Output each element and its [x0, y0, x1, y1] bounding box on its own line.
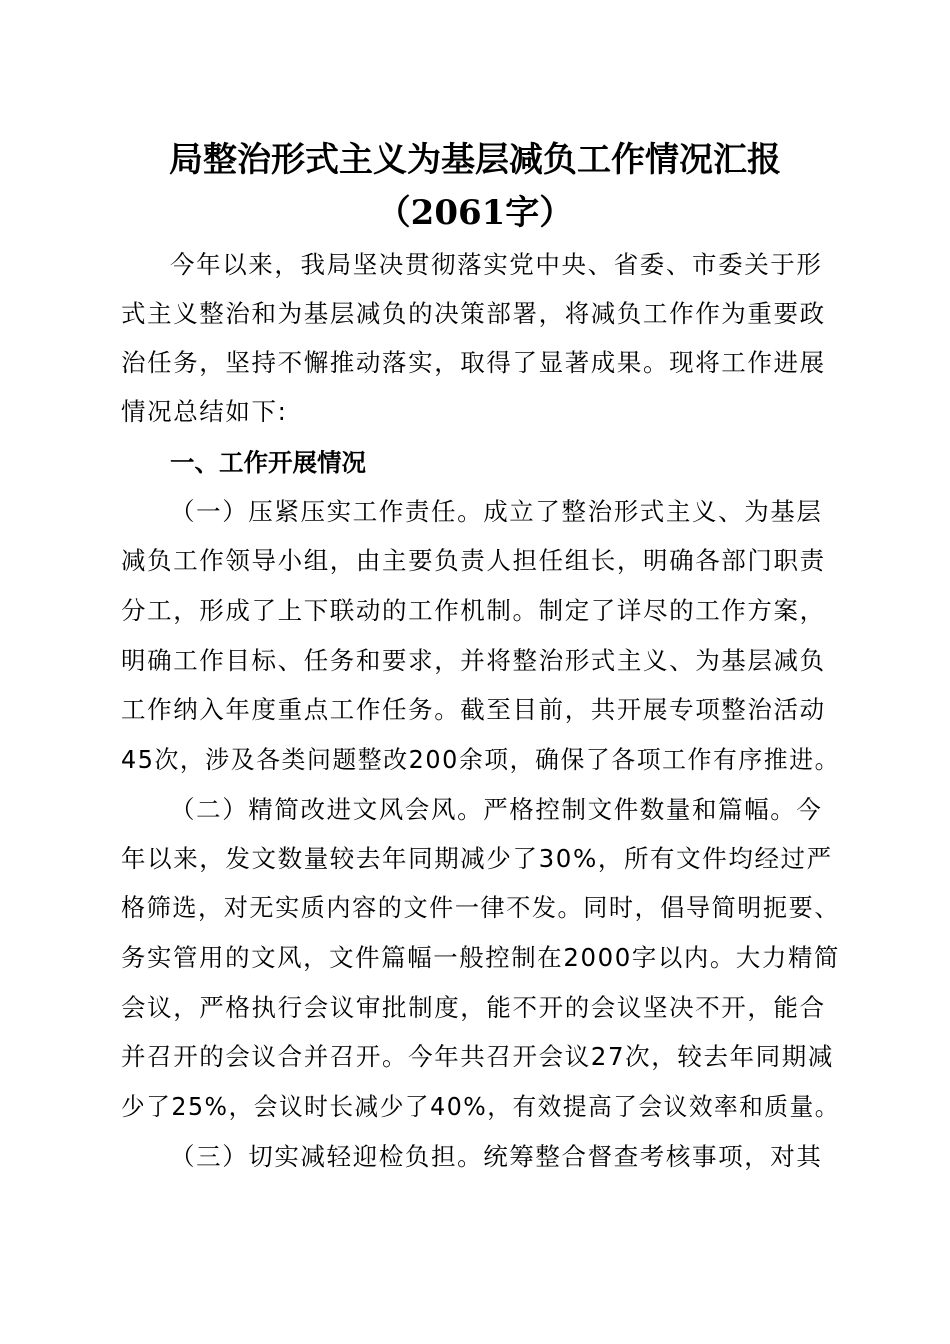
intro-line-1: 今年以来，我局坚决贯彻落实党中央、省委、市委关于形 [170, 250, 823, 279]
item1-line-6: 45次，涉及各类问题整改200余项，确保了各项工作有序推进。 [121, 745, 841, 774]
document-title: 局整治形式主义为基层减负工作情况汇报 [169, 140, 781, 180]
item2-line-3: 格筛选，对无实质内容的文件一律不发。同时，倡导简明扼要、 [121, 893, 841, 922]
item1-line-1: （一）压紧压实工作责任。成立了整治形式主义、为基层 [170, 497, 823, 526]
intro-line-3: 治任务，坚持不懈推动落实，取得了显著成果。现将工作进展 [121, 348, 826, 377]
item2-line-5: 会议，严格执行会议审批制度，能不开的会议坚决不开，能合 [121, 993, 826, 1022]
item2-line-6: 并召开的会议合并召开。今年共召开会议27次，较去年同期减 [121, 1042, 834, 1071]
item2-line-7: 少了25%，会议时长减少了40%，有效提高了会议效率和质量。 [121, 1092, 840, 1121]
section-heading: 一、工作开展情况 [170, 448, 366, 477]
item2-line-2: 年以来，发文数量较去年同期减少了30%，所有文件均经过严 [121, 844, 833, 873]
item1-line-4: 明确工作目标、任务和要求，并将整治形式主义、为基层减负 [121, 646, 826, 675]
item1-line-5: 工作纳入年度重点工作任务。截至目前，共开展专项整治活动 [121, 695, 826, 724]
intro-line-4: 情况总结如下: [121, 397, 288, 426]
item2-line-4: 务实管用的文风，文件篇幅一般控制在2000字以内。大力精简 [121, 943, 841, 972]
item3-line-1: （三）切实减轻迎检负担。统筹整合督查考核事项，对其 [170, 1142, 823, 1171]
intro-line-2: 式主义整治和为基层减负的决策部署，将减负工作作为重要政 [121, 299, 826, 328]
document-subtitle: （2061字） [376, 193, 574, 233]
item1-line-2: 减负工作领导小组，由主要负责人担任组长，明确各部门职责 [121, 546, 826, 575]
item2-line-1: （二）精简改进文风会风。严格控制文件数量和篇幅。今 [170, 795, 823, 824]
item1-line-3: 分工，形成了上下联动的工作机制。制定了详尽的工作方案， [121, 596, 826, 625]
